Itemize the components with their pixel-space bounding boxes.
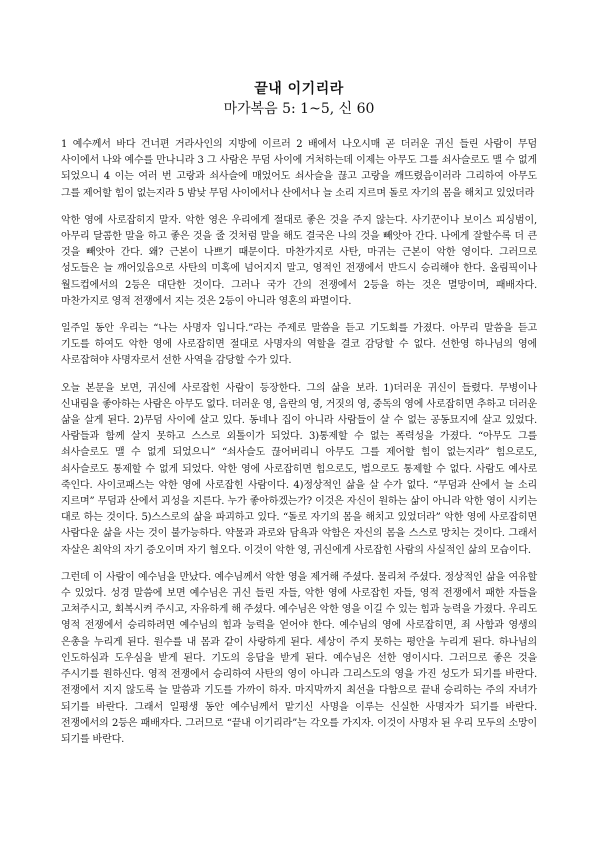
body-paragraph-1: 악한 영에 사로잡히지 말자. 악한 영은 우리에게 절대로 좋은 것을 주지 않는다. 사기꾼이나 보이스 피싱범이, 아무리 달콤한 말을 하고 좋은 것을 줄 것처럼 말을 해도 결국은 나의 것을 빼앗아 간다. 나에게 잘할수록 더 큰 것을 빼앗아 간다. 왜? 근본이 나쁘기 때문이다. 마찬가지로 사탄, 마귀는 근본이 악한 영이다. 그러므로 성도들은 늘 깨어있음으로 사탄의 미혹에 넘어지지 말고, 영적인 전쟁에서 반드시 승리해야 한다. 올림픽이나 월드컵에서의 2등은 대단한 것이다. 그러나 국가 간의 전쟁에서 2등을 하는 것은 멸망이며, 패배자다. 마찬가지로 영적 전쟁에서 지는 것은 2등이 아니라 영혼의 파멸이다.: [61, 214, 537, 307]
sermon-title: 끝내 이기리라: [254, 81, 344, 97]
body-paragraph-4: 그런데 이 사람이 예수님을 만났다. 예수님께서 악한 영을 제거해 주셨다. 물리쳐 주셨다. 정상적인 삶을 여유할 수 있었다. 성경 말씀에 보면 예수님은 귀신 들린 자들, 악한 영에 사로잡힌 자들, 영적 전쟁에서 패한 자들을 고쳐주시고, 회복시켜 주시고, 자유하게 해 주셨다. 예수님은 악한 영을 이길 수 있는 힘과 능력을 가졌다. 우리도 영적 전쟁에서 승리하려면 예수님의 힘과 능력을 얻어야 한다. 예수님의 영에 사로잡히면, 죄 사함과 영생의 은총을 누리게 된다. 원수를 내 몸과 같이 사랑하게 된다. 세상이 주지 못하는 평안을 누리게 된다. 하나님의 인도하심과 도우심을 받게 된다. 기도의 응답을 받게 된다. 예수님은 선한 영이시다. 그러므로 좋은 것을 주시기를 원하신다. 영적 전쟁에서 승리하여 사탄의 영이 아니라 그리스도의 영을 가진 성도가 되기를 바란다. 전쟁에서 지지 않도록 늘 말씀과 기도를 가까이 하자. 마지막까지 최선을 다함으로 끝내 승리하는 주의 자녀가 되기를 바란다. 그래서 일평생 동안 예수님께서 맡기신 사명을 이루는 신실한 사명자가 되기를 바란다. 전쟁에서의 2등은 패배자다. 그러므로 “끝내 이기리라”는 각오를 가지자. 이것이 사명자 된 우리 모두의 소망이 되기를 바란다.: [61, 571, 537, 745]
scripture-passage: 1 예수께서 바다 건너편 거라사인의 지방에 이르러 2 배에서 나오시매 곧 더러운 귀신 들린 사람이 무덤 사이에서 나와 예수를 만나니라 3 그 사람은 무덤 사이에 거처하는데 이제는 아무도 그를 쇠사슬로도 맬 수 없게 되었으니 4 이는 여러 번 고랑과 쇠사슬에 매었어도 쇠사슬을 끊고 고랑을 깨뜨렸음이러라 그리하여 아무도 그를 제어할 힘이 없는지라 5 밤낮 무덤 사이에서나 산에서나 늘 소리 지르며 돌로 자기의 몸을 해치고 있었더라: [61, 139, 537, 199]
body-paragraph-2: 일주일 동안 우리는 “나는 사명자 입니다.”라는 주제로 말씀을 듣고 기도회를 가졌다. 아무리 말씀을 듣고 기도를 하여도 악한 영에 사로잡히면 절대로 사명자의 역할을 결코 감당할 수 없다. 선한영 하나님의 영에 사로잡혀야 사명자로서 선한 사역을 감당할 수가 있다.: [61, 323, 537, 367]
body-paragraph-3: 오늘 본문을 보면, 귀신에 사로잡힌 사람이 등장한다. 그의 삶을 보라. 1)더러운 귀신이 들렸다. 무병이나 신내림을 좋아하는 사람은 아무도 없다. 더러운 영, 음란의 영, 거짓의 영, 중독의 영에 사로잡히면 추하고 더러운 삶을 살게 된다. 2)무덤 사이에 살고 있다. 동네나 집이 아니라 사람들이 살 수 없는 공동묘지에 살고 있었다. 사람들과 함께 살지 못하고 스스로 외톨이가 되었다. 3)통제할 수 없는 폭력성을 가졌다. “아무도 그를 쇠사슬로도 맬 수 없게 되었으니” “쇠사슬도 끊어버리니 아무도 그를 제어할 힘이 없는지라” 힘으로도, 쇠사슬로도 통제할 수 없게 되었다. 악한 영에 사로잡히면 힘으로도, 법으로도 통제할 수 없다. 사람도 예사로 죽인다. 사이코패스는 악한 영에 사로잡힌 사람이다. 4)정상적인 삶을 살 수가 없다. “무덤과 산에서 늘 소리 지르며” 무덤과 산에서 괴성을 지른다. 누가 좋아하겠는가? 이것은 자신이 원하는 삶이 아니라 악한 영이 시키는 대로 하는 것이다. 5)스스로의 삶을 파괴하고 있다. “돌로 자기의 몸을 해치고 있었더라” 악한 영에 사로잡히면 사람다운 삶을 사는 것이 불가능하다. 약물과 과로와 담욕과 악함은 자신의 몸을 스스로 망치는 것이다. 그래서 자살은 최악의 자기 증오이며 자기 혐오다. 이것이 악한 영, 귀신에게 사로잡힌 사람의 사실적인 삶의 모습이다.: [61, 382, 537, 556]
scripture-reference: 마가복음 5: 1~5, 신 60: [223, 101, 375, 117]
